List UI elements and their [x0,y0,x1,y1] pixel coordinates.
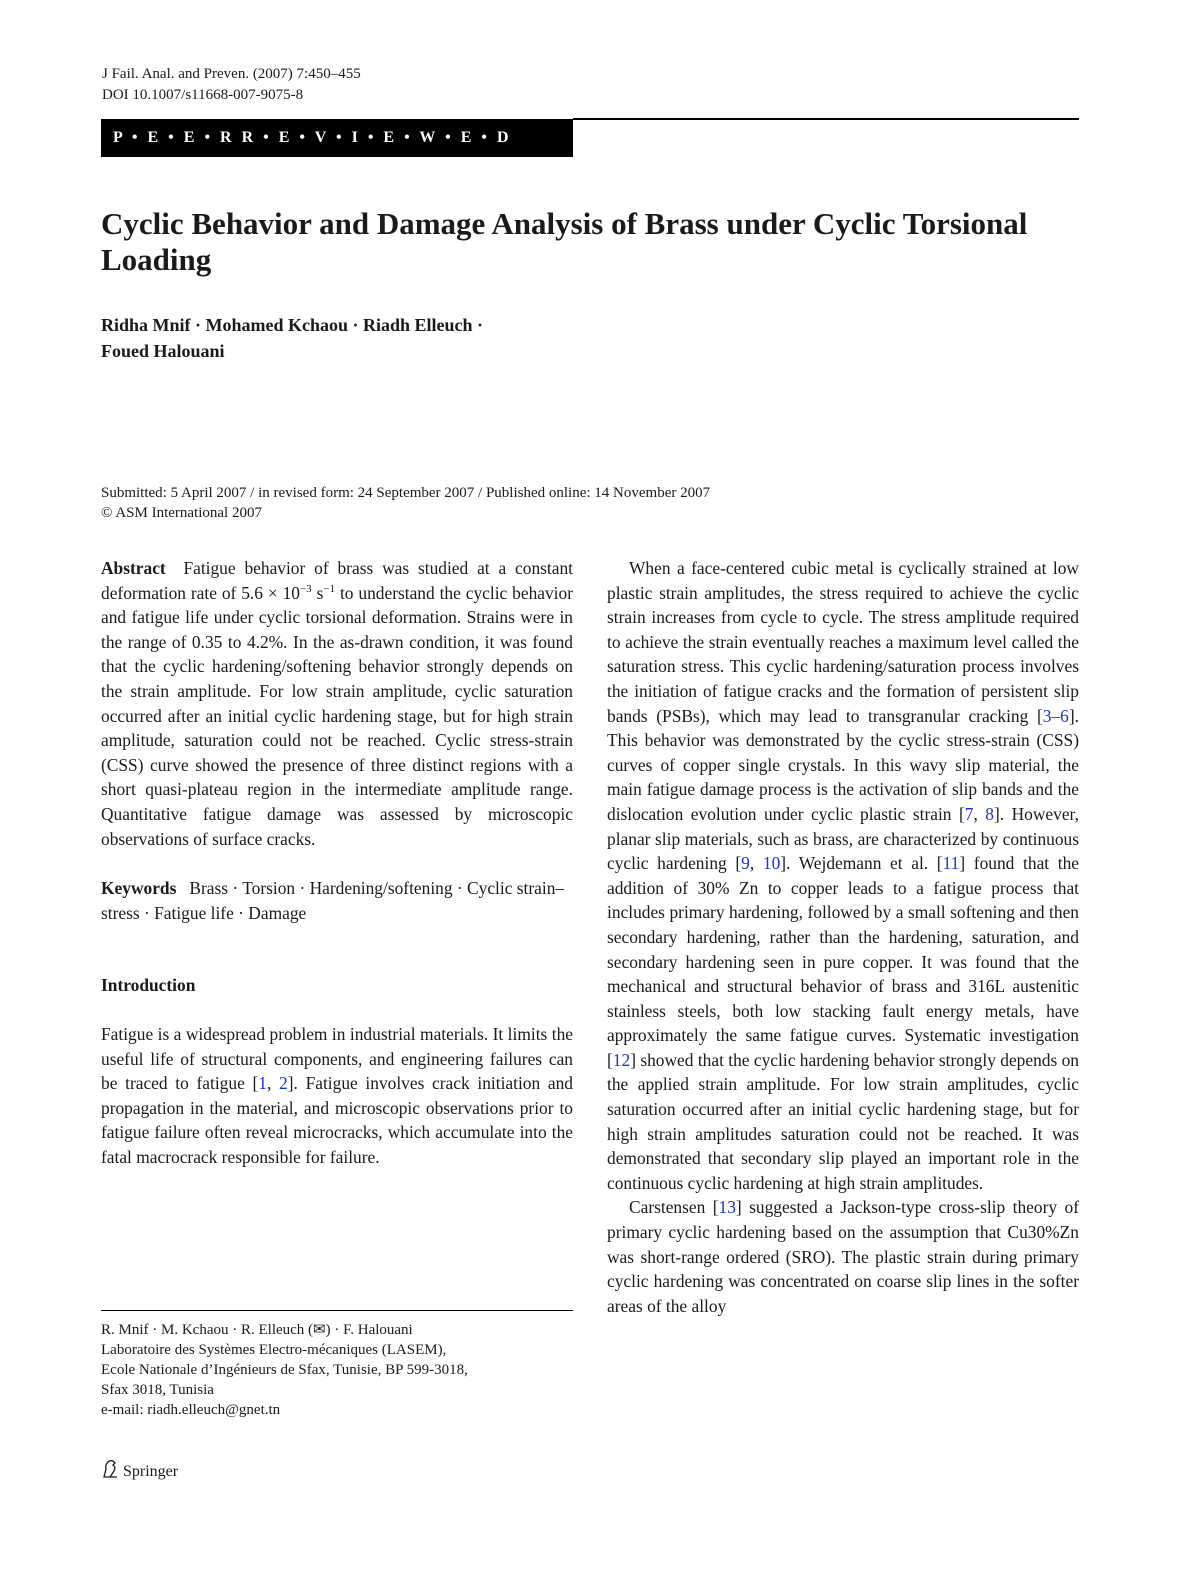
body-text: When a face-centered cubic metal is cyclically strained at low plastic strain amplitudes, the stress required to achieve the cyclic strain increases from cycle to cycle. The stress amplitude required to achieve the strain eventually reaches a maximum level called the saturation stress. This cyclic hardening/saturation process involves the initiation of fatigue cracks and the formation of persistent slip bands (PSBs), which may lead to transgranular cracking [ [607,558,1079,726]
paper-title: Cyclic Behavior and Damage Analysis of Brass under Cyclic Torsional Loading [101,206,1028,277]
body-text: ]. This behavior was demonstrated by the cyclic stress-strain (CSS) curves of copper single crystals. In this wavy slip material, the main fatigue damage process is the activation of slip bands and the dislocation evolution under cyclic plastic strain [ [607,705,1079,824]
intro-sep: , [266,1073,280,1094]
abstract-heading: Abstract [101,558,166,578]
intro-text-a: Fatigue is a widespread problem in industrial materials. It limits the useful life of structural components, and engineering failures can be traced to fatigue [ [101,1023,573,1094]
keywords-text: Brass · Torsion · Hardening/softening · Cyclic strain–stress · Fatigue life · Damage [101,878,565,923]
keywords [101,876,573,925]
abstract-text-a: Fatigue behavior of brass was studied at a constant deformation rate of 5.6 × 10 [101,558,573,603]
right-column [607,556,1079,1318]
body-text: Carstensen [ [629,1197,719,1218]
body-text: ] showed that the cyclic hardening behavior strongly depends on the applied strain amplitude. For low strain amplitudes, cyclic saturation occurred after an initial cyclic hardening stage, but for high strain amplitudes saturation could not be reached. It was demonstrated that secondary slip played an important role in the continuous cyclic hardening at high strain amplitudes. [607,1049,1079,1193]
peer-reviewed-banner: P • E • E • R R • E • V • I • E • W • E • D [101,119,573,157]
journal-citation-block [102,64,361,106]
body-text: ] found that the addition of 30% Zn to copper leads to a fatigue process that includes primary hardening, followed by a small softening and then secondary hardening, rather than the hardening, saturation, and secondary hardening seen in pure copper. It was found that the mechanical and structural behavior of brass and 316L austenitic stainless steels, both low stacking fault energy metals, have approximately the same fatigue curves. Systematic investigation [ [607,853,1080,1070]
affiliation-footnote [101,1320,573,1420]
citation-link-11[interactable]: 11 [942,853,960,874]
dates-line: Submitted: 5 April 2007 / in revised form: 24 September 2007 / Published online: 14 November 2007 [101,485,711,501]
affiliation-email: e-mail: riadh.elleuch@gnet.tn [101,1402,281,1418]
intro-text-b: ]. Fatigue involves crack initiation and propagation in the material, and microscopic observations prior to fatigue failure often reveal microcracks, which accumulate into the fatal macrocrack responsible for failure. [101,1073,573,1167]
body-text: , [973,803,986,824]
publisher-name: Springer [123,1463,179,1480]
abstract [101,556,573,851]
affiliation-school: Ecole Nationale d’Ingénieurs de Sfax, Tunisie, BP 599-3018, [101,1362,468,1378]
abstract-exponent-1: −3 [299,582,312,595]
introduction-paragraph [101,1022,573,1170]
abstract-exponent-2: −1 [323,582,336,595]
citation-link-9[interactable]: 9 [741,853,750,874]
body-text: ]. Wejdemann et al. [ [780,853,943,874]
citation-link-13[interactable]: 13 [718,1197,736,1218]
citation-link-8[interactable]: 8 [985,803,994,824]
journal-citation: J Fail. Anal. and Preven. (2007) 7:450–455 [102,66,361,82]
springer-horse-icon [101,1463,119,1480]
header-rule [573,118,1079,120]
citation-link-1[interactable]: 1 [258,1073,267,1094]
journal-doi: DOI 10.1007/s11668-007-9075-8 [102,87,304,103]
copyright-line: © ASM International 2007 [101,505,262,521]
authors-line-2: Foued Halouani [101,341,225,361]
body-paragraph-1 [607,556,1079,1195]
author-list [101,312,661,364]
citation-link-12[interactable]: 12 [612,1049,631,1070]
submission-dates [101,483,710,523]
affiliation-lab: Laboratoire des Systèmes Electro-mécaniques (LASEM), [101,1342,447,1358]
citation-link-3-6[interactable]: 3–6 [1042,705,1069,726]
citation-link-10[interactable]: 10 [762,853,781,874]
introduction-heading: Introduction [101,975,196,996]
body-text: ]. However, planar slip materials, such as brass, are characterized by continuous cyclic hardening [ [607,803,1079,874]
footnote-rule [101,1310,573,1311]
body-text: ] suggested a Jackson-type cross-slip theory of primary cyclic hardening based on the assumption that Cu30%Zn was short-range ordered (SRO). The plastic strain during primary cyclic hardening was concentrated on coarse slip lines in the softer areas of the alloy [607,1197,1079,1316]
abstract-text-c: to understand the cyclic behavior and fatigue life under cyclic torsional deformation. Strains were in the range of 0.35 to 4.2%. In the as-drawn condition, it was found that the cyclic hardening/softening behavior strongly depends on the strain amplitude. For low strain amplitude, cyclic saturation occurred after an initial cyclic hardening stage, but for high strain amplitude, saturation could not be reached. Cyclic stress-strain (CSS) curve showed the presence of three distinct regions with a short quasi-plateau region in the intermediate amplitude range. Quantitative fatigue damage was assessed by microscopic observations of surface cracks. [101,582,573,849]
abstract-text-b: s [311,582,324,603]
body-text: , [749,853,763,874]
citation-link-2[interactable]: 2 [279,1073,288,1094]
citation-link-7[interactable]: 7 [964,803,974,824]
affiliation-authors: R. Mnif · M. Kchaou · R. Elleuch (✉) · F. Halouani [101,1322,413,1338]
publisher-mark [101,1459,178,1483]
body-paragraph-2 [607,1195,1079,1318]
affiliation-city: Sfax 3018, Tunisia [101,1382,214,1398]
authors-line-1: Ridha Mnif · Mohamed Kchaou · Riadh Elleuch · [101,315,484,335]
left-column [101,556,573,1169]
keywords-heading: Keywords [101,878,177,899]
